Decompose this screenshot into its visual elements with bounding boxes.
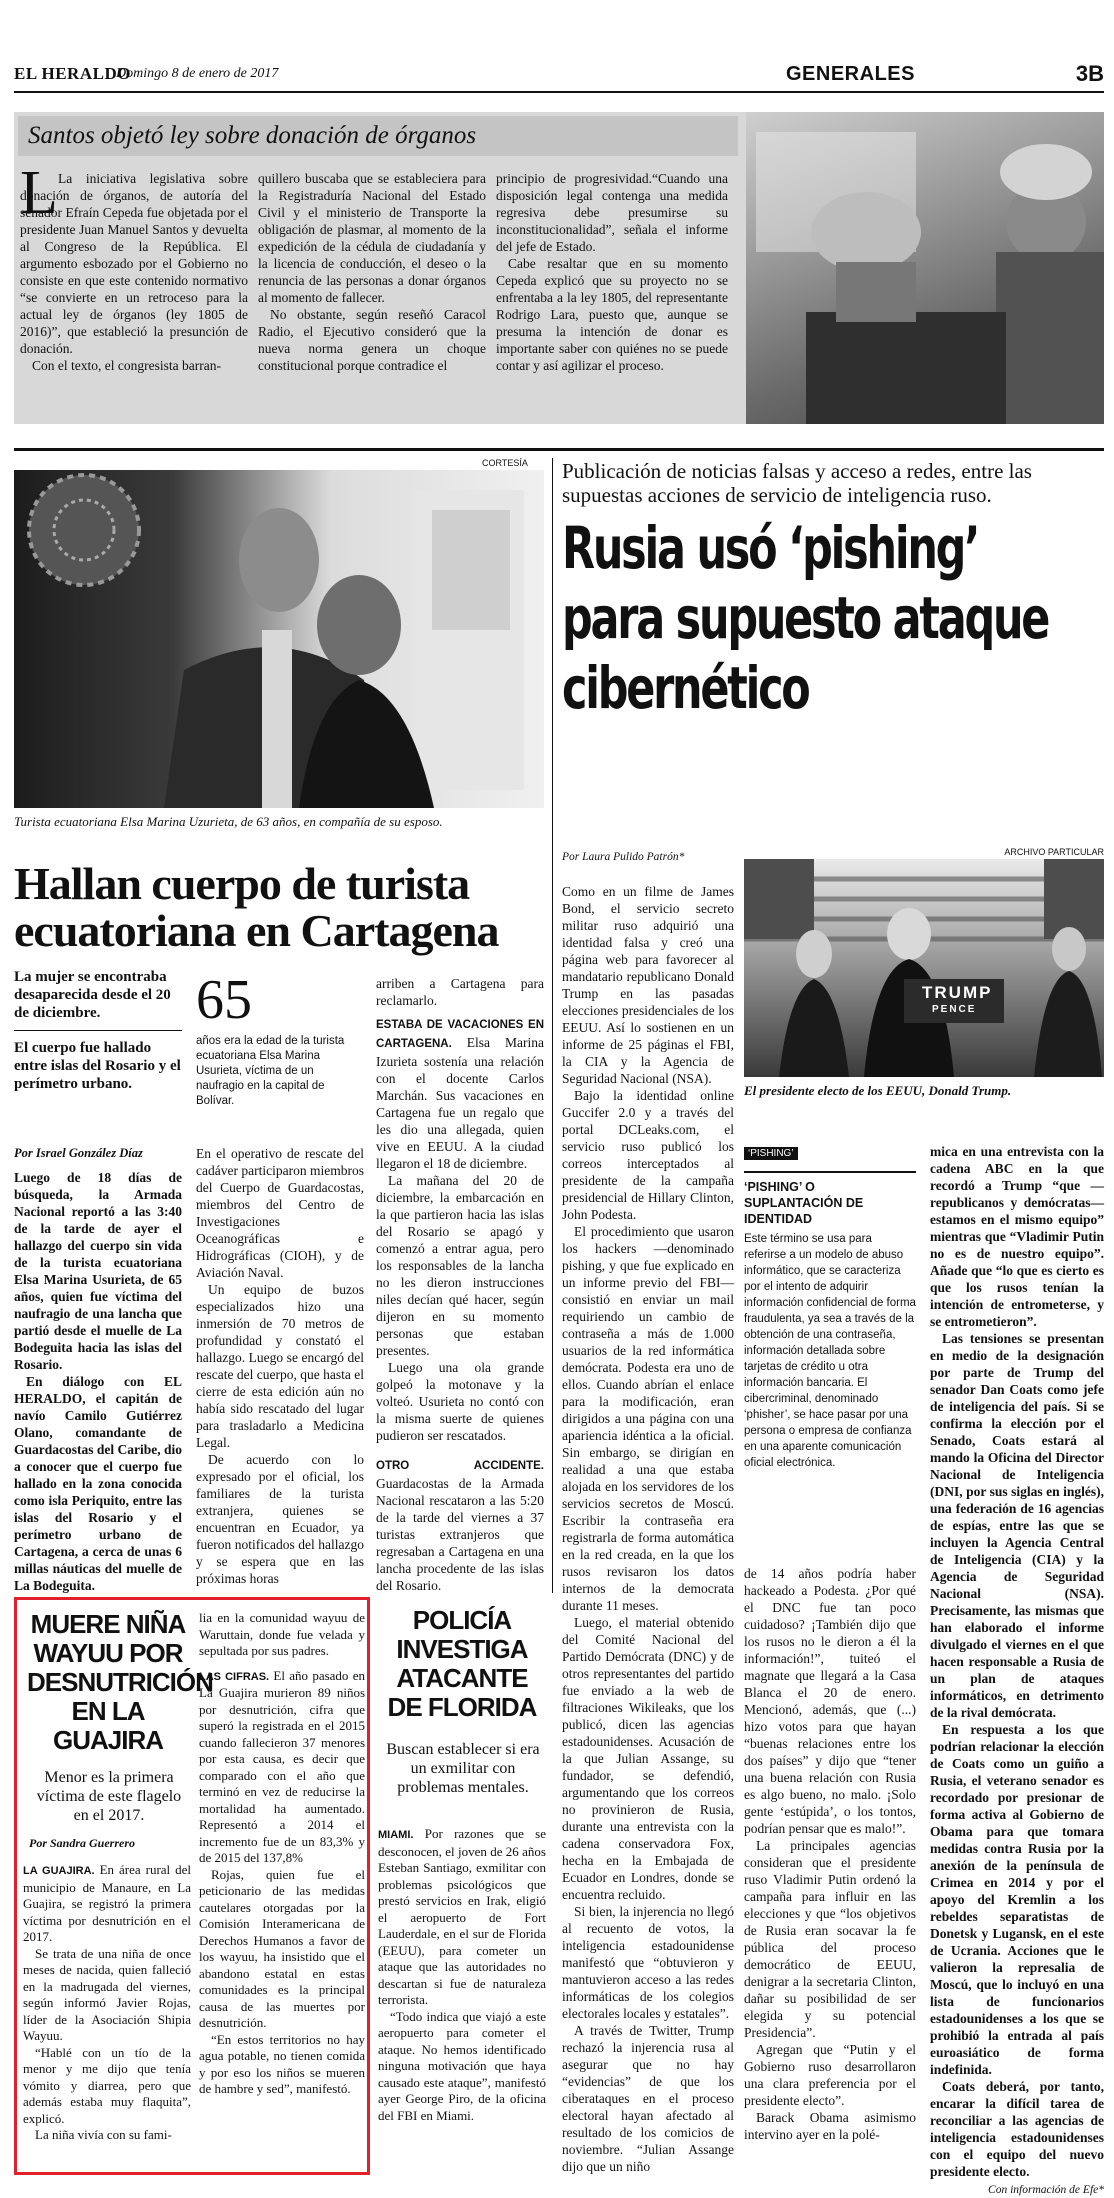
kicker: Publicación de noticias falsas y acceso a redes, entre las supuestas acciones de servicio de inteligencia ruso. (562, 459, 1032, 507)
article-florida (376, 1600, 548, 2170)
body-paragraph: de 14 años podría haber hackeado a Podesta. ¿Por qué el DNC fue tan poco cuidadoso? ¡También dijo que los rusos no le dieron a él la información!”, tuiteó el magnate que llegará a la Casa Blanca el 20 de enero. Mencionó, además, que (...) hizo votos para que hayan “buenas relaciones entre los dos países” y dijo que “tener una buena relación con Rusia es algo bueno, no malo. ¡Solo gente ‘estúpida’, o los tontos, podrían pensar que es malo!”. (744, 1566, 916, 1836)
box-tag: ‘PISHING’ (744, 1147, 798, 1160)
article-wayuu (14, 1597, 370, 2175)
body-paragraph: Un equipo de buzos especializados hizo una inmersión de 70 metros de profundidad y constató el hallazgo. Luego se encargó del rescate del cuerpo, que hasta el cierre de esta edición aún no había sido rescatado del lugar para trasladarlo a Medicina Legal. (196, 1282, 364, 1450)
body-paragraph (376, 1015, 544, 1172)
body-paragraph: arriben a Cartagena para reclamarlo. (376, 976, 544, 1008)
body-text: En área rural del municipio de Manaure, en La Guajira, se registró la primera víctima por desnutrición en el 2017. (23, 1862, 192, 1944)
body-paragraph: La iniciativa legislativa sobre donación de órganos, de autoría del senador Efraín Cepeda fue objetada por el presidente Juan Manuel Santos y devuelta al Congreso de la República. El argumento esbozado por el Gobierno no consiste en que este contenido normativo “se convierte en un retroceso para la actual ley de órganos (ley 1805 de 2016)”, que estableció la presunción de donación. (20, 171, 248, 356)
photo-caption: Turista ecuatoriana Elsa Marina Uzurieta, de 63 años, en compañía de su esposo. (14, 814, 443, 829)
photo-credit: CORTESÍA (482, 458, 528, 468)
article-headline: POLICÍA INVESTIGA ATACANTE DE FLORIDA (387, 1605, 537, 1722)
body-paragraph (378, 1826, 546, 2009)
article-russia (560, 455, 1104, 2196)
deck: Buscan establecer si era un exmilitar con problemas mentales. (386, 1741, 540, 1796)
podium-sign-1: TRUMP (922, 983, 993, 1002)
page-number: 3B (1075, 61, 1104, 86)
body-paragraph: “Hablé con un tío de la menor y me dijo que tenía vómito y diarrea, pero que además estaba muy flaquita”, explicó. (23, 2044, 191, 2126)
photo-credit: ARCHIVO PARTICULAR (1004, 847, 1104, 857)
page-date: Domingo 8 de enero de 2017 (116, 66, 279, 81)
article-headline: MUERE NIÑA WAYUU POR DESNUTRICIÓN EN LA GUAJIRA (27, 1609, 213, 1755)
body-paragraph (199, 1668, 365, 1867)
article-col-2 (258, 170, 486, 374)
article-col-2 (199, 1610, 365, 2098)
body-paragraph: La mañana del 20 de diciembre, la embarcación en la que partieron hacia las islas del Rosario se apagó y comenzó a entrar agua, pero los responsables de la lancha no les dieron instrucciones niles decían qué hacer, según dijeron en su momento personas que estaban presentes. (376, 1173, 544, 1358)
article-col-3 (930, 1143, 1104, 2198)
subhead: LAS CIFRAS. (199, 1670, 270, 1683)
lead-place: MIAMI. (378, 1829, 414, 1841)
body-paragraph: Coats deberá, por tanto, encarar la difícil tarea de reconciliar a las agencias de inteligencia estadounidenses con el equipo del nuevo presidente electo. (930, 2079, 1104, 2179)
body-paragraph: Cabe resaltar que en su momento Cepeda explicó que su proyecto no se enfrentaba a la ley 1805, del representante Rodrigo Lara, puesto que, aunque se presuma la intención de donar es importante saber con quiénes no se puede contar y así agilizar el proceso. (496, 256, 728, 373)
article-col-1 (20, 159, 248, 374)
body-paragraph: lia en la comunidad wayuu de Waruttain, donde fue velada y sepultada por sus padres. (199, 1610, 365, 1658)
subhead: ESTABA DE VACACIONES EN CARTAGENA. (376, 1019, 544, 1050)
header-rule (14, 91, 1104, 93)
article-col-1 (23, 1862, 191, 2144)
body-text: Guardacostas de la Armada Nacional rescataron a las 5:20 de la tarde del viernes a 37 turistas extranjeros que regresaban a Cartagena en una lancha procedente de las islas del Rosario. (376, 1476, 544, 1593)
body-paragraph: La principales agencias consideran que el presidente ruso Vladimir Putin ordenó la campaña para influir en las elecciones y que “los objetivos de Rusia eran socavar la fe pública del proceso democrático de EEUU, denigrar a la secretaria Clinton, dañar su posibilidad de ser elegida y su potencial Presidencia”. (744, 1838, 916, 2040)
body-paragraph: Si bien, la injerencia no llegó al recuento de votos, la inteligencia estadounidense manifestó que “obtuvieron y mantuvieron acceso a las redes informáticas de los colegios electorales locales y estatales”. (562, 1904, 734, 2021)
body-paragraph: principio de progresividad.“Cuando una disposición legal contenga una medida regresiva debe presumirse su inconstitucionalidad”, señala el informe del jefe de Estado. (496, 171, 728, 254)
body-paragraph: De acuerdo con lo expresado por el oficial, los familiares de la turista extranjera, quienes se encuentran en Ecuador, ya fueron notificados del hallazgo y se espera que en las próximas horas (196, 1452, 364, 1586)
body-paragraph: En diálogo con EL HERALDO, el capitán de navío Camilo Gutiérrez Olano, comandante de Guardacostas del Caribe, dio a conocer que el cuerpo fue hallado en la zona conocida como isla Periquito, entre las islas del Rosario y el perímetro urbano de Cartagena, a cerca de unas 6 millas náuticas del muelle de La Bodeguita. (14, 1374, 183, 1593)
article-col-2 (744, 1565, 916, 2143)
body-paragraph: A través de Twitter, Trump rechazó la injerencia rusa al asegurar que no hay “evidencias” de que los ciberataques en el proceso electoral hayan afectado al resultado de los comicios de noviembre. “Julian Assange dijo que un niño (562, 2023, 734, 2174)
column-rule (552, 458, 553, 1593)
body-paragraph: Luego de 18 días de búsqueda, la Armada Nacional reportó a las 3:40 de la tarde de ayer el hallazgo del cuerpo sin vida de la turista ecuatoriana Elsa Marina Usurieta, de 65 años, quien fue víctima del naufragio de una lancha que partió desde el muelle de La Bodeguita hacia las islas del Rosario. (14, 1170, 182, 1372)
paper-name: EL HERALDO (14, 64, 131, 83)
stat-box (196, 969, 364, 1109)
body-paragraph: Se trata de una niña de once meses de nacida, quien falleció en la madrugada del viernes, según informó Javier Rojas, líder de la Asociación Shipia Wayuu. (23, 1945, 191, 2043)
body-paragraph: El procedimiento que usaron los hackers —denominado pishing, y que fue explicado en un informe previo del FBI— consistió en enviar un mail requiriendo un cambio de contraseña a más de 1.000 usuarios de la red informática demócrata. Podesta era uno de ellos. Cuando abrían el enlace para la modificación, eran dirigidos a una página con una apariencia idéntica a la oficial. Sin embargo, se dirigían en realidad a una que estaba alojada en los servidores de los servicios secretos de Moscú. Escribir la contraseña era registrarla de forma automática en la red creada, en la que los rusos revisaron los datos internos de la democrata durante 11 meses. (562, 1224, 734, 1613)
deck-1: La mujer se encontraba desaparecida desde el 20 de diciembre. (14, 968, 182, 1031)
section-rule (14, 448, 1104, 451)
article-headline: Rusia usó ‘pishing’ para supuesto ataque cibernético (562, 514, 1049, 722)
body-paragraph: La niña vivía con su fami- (35, 2127, 172, 2142)
body-paragraph: “En estos territorios no hay agua potable, no tienen comida y por eso los niños se mueren de hambre y sed”, manifestó. (199, 2031, 365, 2096)
body-paragraph: “Todo indica que viajó a este aeropuerto para cometer el ataque. No hemos identificado ninguna motivación que haya causado este ataque”, manifestó ayer George Piro, de la oficina del FBI en Miami. (378, 2008, 546, 2123)
article-headline: Hallan cuerpo de turista ecuatoriana en Cartagena (14, 858, 499, 956)
article-col-1 (562, 871, 734, 2175)
podium-sign-2: PENCE (932, 1004, 977, 1015)
byline: Por Israel González Díaz (14, 1146, 143, 1160)
body-text: Elsa Marina Izurieta sostenía una relación con el docente Carlos Marchán. Sus vacaciones en Cartagena fue un regalo que les dio una allegada, quien vive en EEUU. A la ciudad llegaron el 18 de diciembre. (376, 1035, 544, 1171)
stat-number: 65 (196, 969, 252, 1031)
article-organ-donation (14, 112, 1104, 424)
byline: Por Laura Pulido Patrón* (562, 851, 685, 863)
lead-place: LA GUAJIRA. (23, 1865, 95, 1877)
couple-photo (14, 470, 544, 808)
box-title: ‘PISHING’ O SUPLANTACIÓN DE IDENTIDAD (744, 1171, 916, 1227)
body-text: Por razones que se desconocen, el joven de 26 años Esteban Santiago, exmilitar con problemas psicológicos que prestó servicios en Irak, eligió el aeropuerto de Fort Lauderdale, en el sur de Florida (EEUU), para cometer un ataque que las autoridades no descartan si fue de naturaleza terrorista. (378, 1826, 546, 2007)
body-paragraph: Luego una ola grande golpeó la motonave y la volteó. Usurieta no contó con la misma suerte de quienes pudieron ser rescatados. (376, 1360, 544, 1443)
body-paragraph: Rojas, quien fue el peticionario de las medidas cautelares otorgadas por la Comisión Interamericana de Derechos Humanos a favor de los wayuu, ha insistido que el abandono estatal en estas comunidades es la principal causa de las muertes por desnutrición. (199, 1866, 365, 2030)
section-name: GENERALES (786, 63, 915, 85)
body-paragraph: quillero buscaba que se estableciera para la Registraduría Nacional del Estado Civil y el ministerio de Transporte la obligación de plasmar, al momento de la expedición de la cédula de ciudadanía y la licencia de conducción, el deseo o la renuncia de las personas a donar órganos al momento de fallecer. (258, 171, 486, 305)
body-paragraph: mica en una entrevista con la cadena ABC en la que recordó a Trump “que —republicanos y demócratas— estamos en el mismo equipo” mientras que “Vladimir Putin no es de nuestro equipo”. Añade que “lo que es cierto es que los rusos tenían la intención de entrometerse, y se entrometieron”. (930, 1144, 1104, 1329)
drop-cap: L (20, 159, 58, 227)
body-paragraph: En el operativo de rescate del cadáver participaron miembros del Cuerpo de Guardacostas, miembros del Centro de Investigaciones Oceanográficas e Hidrográficas (CIOH), y de Aviación Naval. (196, 1146, 364, 1280)
body-paragraph: Bajo la identidad online Guccifer 2.0 y a través del portal DCLeaks.com, el servicio ruso publicó los correos interceptados al presidente de la campaña presidencial de Hillary Clinton, John Podesta. (562, 1088, 734, 1222)
trump-photo (744, 859, 1104, 1077)
body-paragraph (23, 1862, 191, 1946)
pishing-box (744, 1143, 916, 1471)
photo-caption: El presidente electo de los EEUU, Donald Trump. (744, 1083, 1012, 1098)
byline: Por Sandra Guerrero (29, 1836, 136, 1850)
article-col-3 (496, 170, 728, 374)
body-text: El año pasado en La Guajira murieron 89 niños por desnutrición, cifra que superó la registrada en el 2015 cuando fallecieron 37 menores por esta causa, es decir que comparado con el año que terminó en vez de reducirse la mortalidad ha aumentado. Representó a 2014 el incremento fue de un 83,3% y de 2015 del 137,8% (199, 1667, 365, 1865)
article-col-1 (378, 1826, 546, 2124)
deck: Menor es la primera víctima de este flagelo en el 2017. (36, 1769, 182, 1824)
deck-2: El cuerpo fue hallado entre islas del Rosario y el perímetro urbano. (14, 1040, 181, 1092)
surgery-photo (746, 112, 1104, 424)
stat-text: años era la edad de la turista ecuatoriana Elsa Marina Usurieta, víctima de un naufragio en la capital de Bolívar. (196, 1035, 345, 1107)
page-header (14, 58, 1104, 90)
body-paragraph: No obstante, según reseñó Caracol Radio, el Ejecutivo consideró que la nueva norma genera un choque constitucional porque contradice el (258, 307, 486, 373)
subhead: OTRO ACCIDENTE. (376, 1460, 544, 1472)
body-paragraph (376, 1456, 544, 1594)
deck-box (14, 968, 182, 1093)
article-col-1 (14, 1140, 182, 1594)
article-col-3 (376, 1015, 544, 1594)
body-paragraph: Luego, el material obtenido del Comité Nacional del Partido Demócrata (DNC) y de otros representantes del partido fue enviado a la web de filtraciones Wikileaks, que los publicó, dicen las agencias estadounidenses. Acusación de la que Julian Assange, su fundador, se defendió, argumentando que los correos no provinieron de Rusia, durante una entrevista con la cadena conservadora Fox, hecha en la Embajada de Ecuador en Londres, donde se encuentra recluido. (562, 1615, 734, 1902)
box-text: Este término se usa para referirse a un modelo de abuso informático, que se caracteriza por el intento de adquirir información confidencial de forma fraudulenta, ya sea a través de la obtención de una contraseña, información detallada sobre tarjetas de crédito u otra información bancaria. El cibercriminal, denominado ‘phisher’, se hace pasar por una persona o empresa de confianza en una aparente comunicación oficial electrónica. (744, 1233, 916, 1469)
credit-note: Con información de Efe* (988, 2184, 1104, 2196)
body-paragraph: Agregan que “Putin y el Gobierno ruso desarrollaron una clara preferencia por el presidente electo”. (744, 2042, 916, 2108)
article-title: Santos objetó ley sobre donación de órganos (28, 122, 477, 149)
body-paragraph: Con el texto, el congresista barran- (32, 358, 221, 373)
article-col-2 (196, 1145, 364, 1587)
article-title-bar (18, 116, 738, 156)
body-paragraph: Como en un filme de James Bond, el servicio secreto militar ruso adquirió una identidad falsa y creó una página web para favorecer al mandatario republicano Donald Trump en las pasadas elecciones presidenciales de los EEUU. Así lo sostienen en un informe de 25 páginas el FBI, la CIA y la Agencia de Seguridad Nacional (NSA). (562, 884, 734, 1086)
body-paragraph: Barack Obama asimismo intervino ayer en la polé- (744, 2110, 916, 2142)
body-paragraph: En respuesta a los que podrían relacionar la elección de Coats como un guiño a Rusia, el veterano senador es recordado por presionar de forma activa al Gobierno de Obama para que tomara medidas contra Rusia por la anexión de la península de Crimea en 2014 y por el apoyo del Kremlin a los rebeldes separatistas de Donetsk y Lugansk, en el este de Ucrania. Acciones que le valieron la represalia de Moscú, que lo incluyó en una lista de funcionarios estadounidenses a los que se prohibió la entrada al país euroasiático de forma indefinida. (930, 1722, 1104, 2077)
body-paragraph: Las tensiones se presentan en medio de la designación por parte de Trump del senador Dan Coats como jefe de inteligencia del país. Si se confirma la elección por el Senado, Coats estará al mando la Oficina del Director Nacional de Inteligencia (DNI, por sus siglas en inglés), una federación de 16 agencias de espías, entre las que se incluyen la Agencia Central de Inteligencia (CIA) y la Agencia de Seguridad Nacional (NSA). Precisamente, las mismas que han elaborado el informe divulgado el viernes en el que hacen responsable a Rusia de un plan de ataques informáticos, en detrimento de la rival demócrata. (930, 1331, 1104, 1720)
